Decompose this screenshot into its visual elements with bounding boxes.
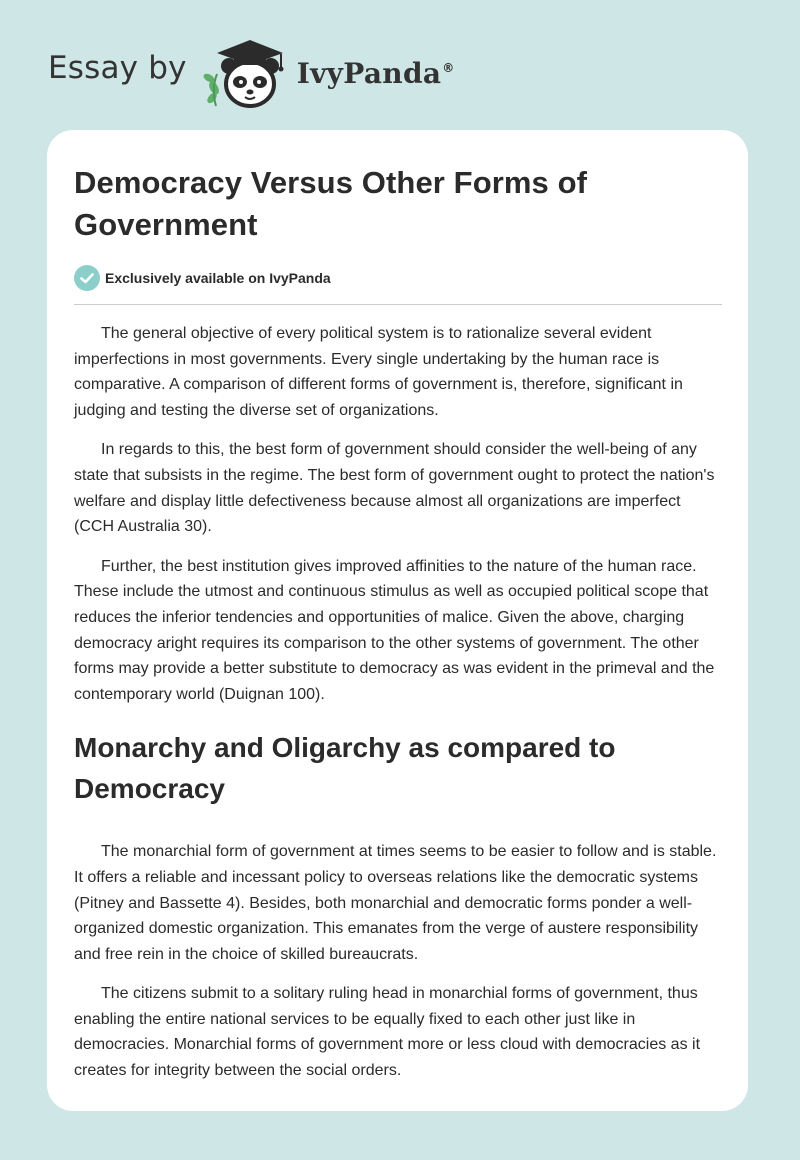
essay-body (74, 321, 722, 1084)
exclusive-badge (74, 264, 722, 292)
essay-paragraph: The monarchial form of government at times seems to be easier to follow and is stable. It offers a reliable and incessant policy to overseas relations like the democratic systems (Pitney and Bassette 4). Besides, both monarchial and democratic forms ponder a well-organized domestic organization. This emanates from the verge of austere responsibility and free rein in the choice of skilled bureaucrats. (74, 843, 717, 963)
essay-card (47, 130, 748, 1111)
check-circle-icon (74, 265, 100, 291)
brand-name-text: IvyPanda (296, 56, 442, 90)
essay-paragraph: Further, the best institution gives improved affinities to the nature of the human race. These include the utmost and continuous stimulus as well as occupied political scope that reduces the inferior tendencies and opportunities of malice. Given the above, charging democracy aright requires its comparison to the other systems of government. The other forms may provide a better substitute to democracy as was evident in the primeval and the contemporary world (Duignan 100). (74, 557, 715, 703)
section-heading: Monarchy and Oligarchy as compared to Democracy (74, 732, 616, 805)
title-divider (74, 304, 722, 305)
essay-paragraph: The general objective of every political system is to rationalize several evident imperfections in most governments. Every single undertaking by the human race is comparative. A comparison of different forms of government is, therefore, significant in judging and testing the diverse set of organizations. (74, 325, 683, 419)
exclusive-badge-text: Exclusively available on IvyPanda (105, 270, 331, 286)
panda-logo-icon[interactable] (201, 32, 293, 112)
essay-paragraph: In regards to this, the best form of government should consider the well-being of any state that subsists in the regime. The best form of government ought to protect the nation's welfare and display little defectiveness because almost all organizations are imperfect (CCH Australia 30). (74, 441, 715, 536)
essay-by-label: Essay by (48, 50, 187, 86)
site-header (48, 32, 455, 112)
brand-name[interactable] (297, 57, 455, 90)
registered-mark: ® (442, 61, 455, 76)
essay-paragraph: The citizens submit to a solitary ruling head in monarchial forms of government, thus enabling the entire national services to be equally fixed to each other just like in democracies. Monarchial forms of government more or less cloud with democracies as it creates for integrity between the social orders. (74, 985, 701, 1080)
essay-title: Democracy Versus Other Forms of Government (74, 165, 588, 242)
